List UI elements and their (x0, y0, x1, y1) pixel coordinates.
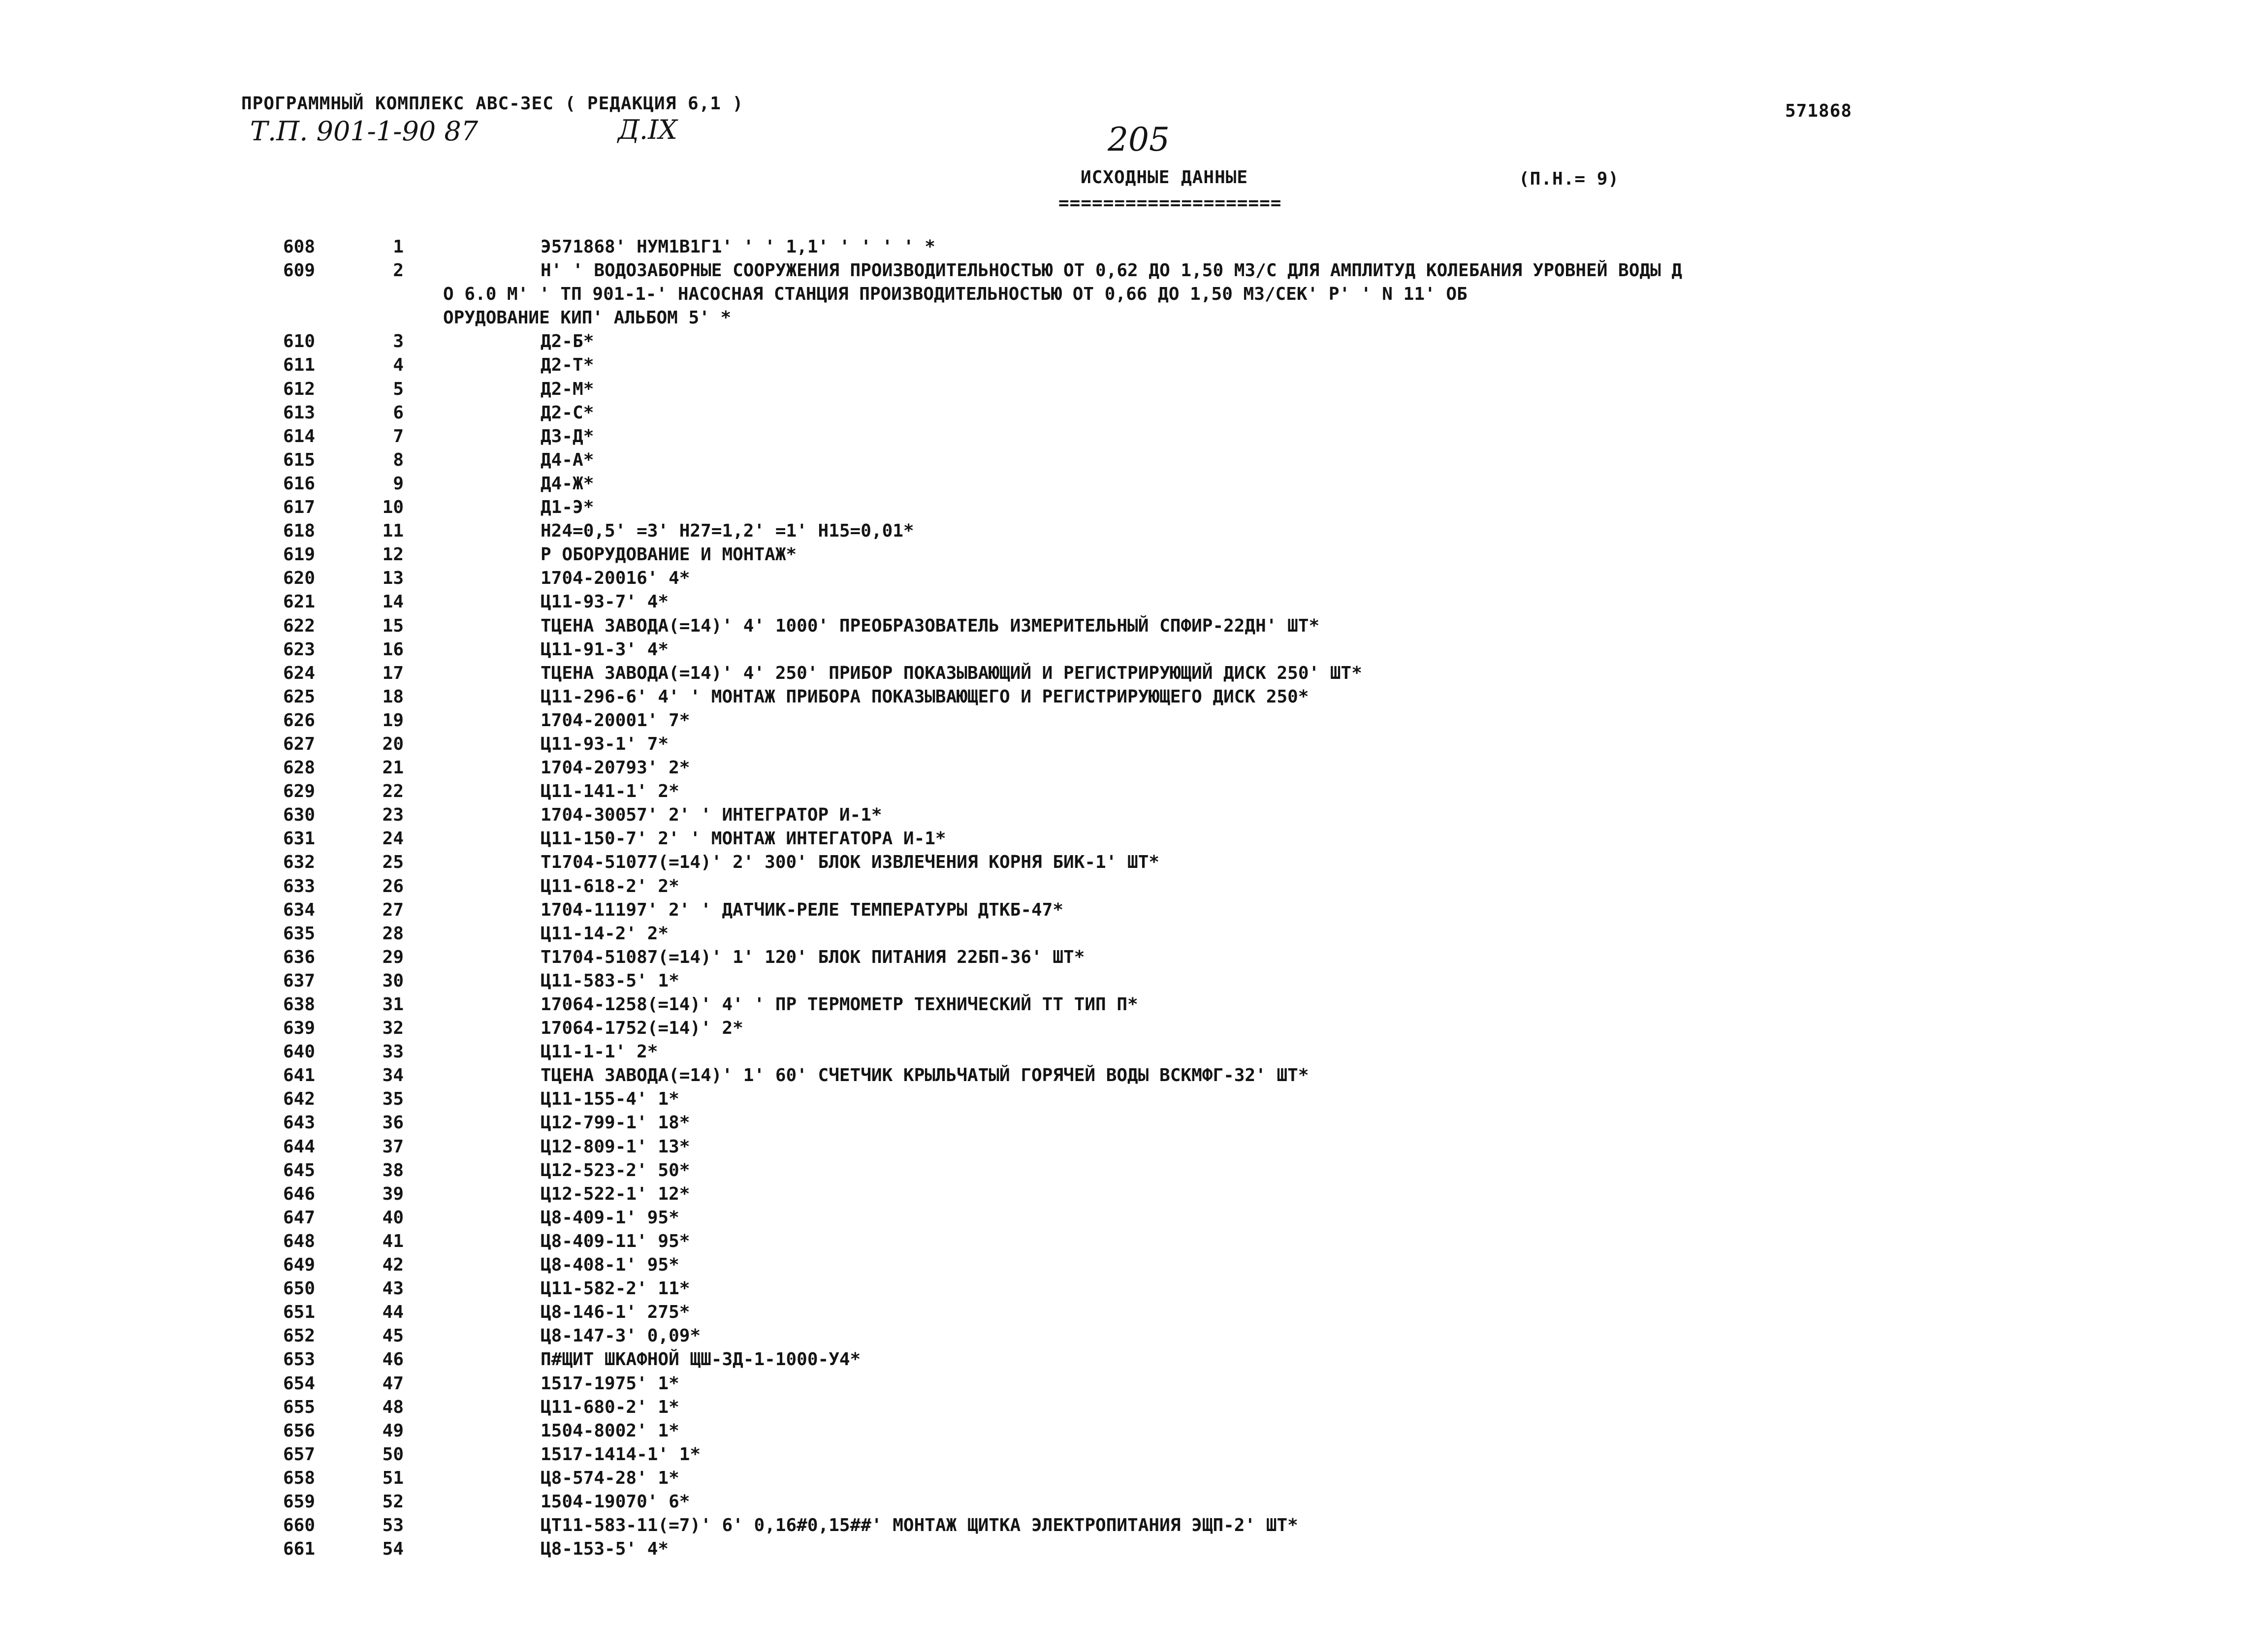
record-number: 28 (382, 923, 404, 944)
line-number: 646 (283, 1183, 316, 1204)
record-text-line: Ц11-582-2' 11* (541, 1278, 690, 1299)
record-text (541, 1467, 2183, 1490)
listing-row (283, 756, 2183, 780)
line-number: 639 (283, 1018, 316, 1039)
record-text (541, 1017, 2183, 1040)
record-text (541, 875, 2183, 898)
listing-row (283, 378, 2183, 401)
record-text (541, 851, 2183, 874)
record-text-line: Ц8-147-3' 0,09* (541, 1326, 701, 1346)
record-number: 5 (393, 379, 404, 399)
document-number: 571868 (1785, 101, 1852, 121)
record-text-line: Ц11-150-7' 2' ' МОНТАЖ ИНТЕГАТОРА И-1* (541, 829, 946, 849)
listing-row (283, 1514, 2183, 1537)
record-number: 51 (382, 1468, 404, 1488)
record-text (541, 756, 2183, 780)
record-text-line: Н24=0,5' =3' Н27=1,2' =1' Н15=0,01* (541, 521, 914, 542)
record-text (541, 1111, 2183, 1135)
listing-row (283, 1467, 2183, 1490)
record-text (541, 614, 2183, 638)
record-number: 23 (382, 805, 404, 826)
record-text (541, 1182, 2183, 1206)
record-text (541, 496, 2183, 519)
record-text-line: Ц11-93-1' 7* (541, 734, 669, 754)
record-text-line: Ц11-14-2' 2* (541, 923, 669, 944)
listing-row (283, 543, 2183, 567)
listing-row (283, 259, 2183, 283)
record-text (541, 1064, 2183, 1087)
record-text (541, 1159, 2183, 1182)
record-text-line: Т1704-51077(=14)' 2' 300' БЛОК ИЗВЛЕЧЕНИЯ КОРНЯ БИК-1' ШТ* (541, 852, 1160, 873)
record-text (541, 1324, 2183, 1348)
record-text-line: Ц8-409-1' 95* (541, 1207, 679, 1228)
listing-row (283, 1490, 2183, 1514)
record-text (541, 733, 2183, 756)
line-number: 658 (283, 1468, 316, 1488)
listing-row (283, 567, 2183, 590)
record-text-line: Ц11-296-6' 4' ' МОНТАЖ ПРИБОРА ПОКАЗЫВАЮЩЕГО И РЕГИСТРИРУЮЩЕГО ДИСК 250* (541, 686, 1309, 707)
record-text (541, 353, 2183, 377)
record-text (541, 780, 2183, 803)
line-number: 634 (283, 899, 316, 920)
record-text-line: ТЦЕНА ЗАВОДА(=14)' 4' 1000' ПРЕОБРАЗОВАТЕЛЬ ИЗМЕРИТЕЛЬНЫЙ СПФИР-22ДН' ШТ* (541, 615, 1320, 636)
listing-row (283, 733, 2183, 756)
record-number: 31 (382, 994, 404, 1015)
record-text-line: Р ОБОРУДОВАНИЕ И МОНТАЖ* (541, 544, 797, 565)
line-number: 642 (283, 1089, 316, 1110)
record-text (541, 378, 2183, 401)
listing-row (283, 1040, 2183, 1064)
listing-row (283, 638, 2183, 662)
record-text (541, 425, 2183, 448)
record-number: 29 (382, 947, 404, 967)
listing-row (283, 803, 2183, 827)
line-number: 618 (283, 521, 316, 542)
record-text-line: Ц11-583-5' 1* (541, 970, 679, 991)
line-number: 626 (283, 710, 316, 731)
record-number: 41 (382, 1231, 404, 1251)
record-number: 39 (382, 1183, 404, 1204)
record-number: 42 (382, 1255, 404, 1276)
record-text (541, 1087, 2183, 1111)
record-text (541, 259, 2183, 283)
line-number: 622 (283, 615, 316, 636)
record-text-line: Ц11-93-7' 4* (541, 592, 669, 612)
listing-row (283, 922, 2183, 946)
record-text (541, 1419, 2183, 1443)
line-number: 627 (283, 734, 316, 754)
record-number: 48 (382, 1397, 404, 1417)
record-text-line: ТЦЕНА ЗАВОДА(=14)' 4' 250' ПРИБОР ПОКАЗЫВАЮЩИЙ И РЕГИСТРИРУЮЩИЙ ДИСК 250' ШТ* (541, 663, 1362, 683)
record-text (541, 1490, 2183, 1514)
record-text-line: Ц11-141-1' 2* (541, 781, 679, 802)
line-number: 656 (283, 1420, 316, 1441)
line-number: 625 (283, 686, 316, 707)
record-text (541, 235, 2183, 259)
record-number: 30 (382, 970, 404, 991)
record-number: 34 (382, 1065, 404, 1086)
record-text-line: Д1-Э* (541, 497, 594, 518)
listing-row (283, 1348, 2183, 1372)
record-number: 52 (382, 1491, 404, 1512)
record-text (541, 1537, 2183, 1561)
record-number: 50 (382, 1444, 404, 1465)
record-text-line: Ц8-146-1' 275* (541, 1302, 690, 1323)
line-number: 615 (283, 449, 316, 470)
record-text (541, 1396, 2183, 1419)
listing-row (283, 1135, 2183, 1159)
listing-row (283, 1017, 2183, 1040)
line-number: 660 (283, 1515, 316, 1536)
record-text-line: 1704-11197' 2' ' ДАТЧИК-РЕЛЕ ТЕМПЕРАТУРЫ ДТКБ-47* (541, 899, 1064, 920)
line-number: 619 (283, 544, 316, 565)
line-number: 632 (283, 852, 316, 873)
listing-row (283, 472, 2183, 496)
record-text (541, 946, 2183, 969)
record-text-line: 1504-8002' 1* (541, 1420, 679, 1441)
listing-row (283, 1253, 2183, 1277)
line-number: 613 (283, 402, 316, 423)
record-text-line: Н' ' ВОДОЗАБОРНЫЕ СООРУЖЕНИЯ ПРОИЗВОДИТЕЛЬНОСТЬЮ ОТ 0,62 ДО 1,50 М3/С ДЛЯ АМПЛИТУД КОЛЕБАНИЯ УРОВНЕЙ ВОДЫ Д (541, 260, 1683, 281)
line-number: 624 (283, 663, 316, 683)
record-text-line: Д2-Б* (541, 331, 594, 352)
listing-row (283, 875, 2183, 898)
record-text-line: 1704-20793' 2* (541, 758, 690, 778)
record-text-line: Ц11-155-4' 1* (541, 1089, 679, 1110)
record-text-line: 1704-20001' 7* (541, 710, 690, 731)
record-number: 4 (393, 355, 404, 376)
line-number: 647 (283, 1207, 316, 1228)
line-number: 657 (283, 1444, 316, 1465)
record-number: 47 (382, 1373, 404, 1394)
line-number: 659 (283, 1491, 316, 1512)
line-number: 609 (283, 260, 316, 281)
record-text (541, 803, 2183, 827)
record-number: 43 (382, 1278, 404, 1299)
line-number: 640 (283, 1042, 316, 1062)
section-underline: ==================== (1058, 193, 1282, 213)
line-number: 654 (283, 1373, 316, 1394)
record-number: 38 (382, 1160, 404, 1181)
listing-row (283, 1087, 2183, 1111)
line-number: 612 (283, 379, 316, 399)
record-text-line: Д2-С* (541, 402, 594, 423)
record-number: 36 (382, 1113, 404, 1133)
record-text (541, 567, 2183, 590)
line-number: 637 (283, 970, 316, 991)
record-text-line: Д4-А* (541, 449, 594, 470)
record-text (541, 1443, 2183, 1467)
record-text-line: 1704-30057' 2' ' ИНТЕГРАТОР И-1* (541, 805, 882, 826)
listing-row (283, 496, 2183, 519)
line-number: 655 (283, 1397, 316, 1417)
record-number: 49 (382, 1420, 404, 1441)
record-text-line: Ц12-523-2' 50* (541, 1160, 690, 1181)
record-number: 33 (382, 1042, 404, 1062)
record-number: 37 (382, 1136, 404, 1157)
record-number: 11 (382, 521, 404, 542)
record-text-line: Ц11-1-1' 2* (541, 1042, 658, 1062)
record-text-line: ЦТ11-583-11(=7)' 6' 0,16#0,15##' МОНТАЖ ЩИТКА ЭЛЕКТРОПИТАНИЯ ЭЩП-2' ШТ* (541, 1515, 1298, 1536)
line-number: 652 (283, 1326, 316, 1346)
handwritten-page-number: 205 (1108, 121, 1170, 159)
record-text (541, 827, 2183, 851)
listing-row (283, 1396, 2183, 1419)
listing-row (283, 1111, 2183, 1135)
record-text-line: Ц8-408-1' 95* (541, 1255, 679, 1276)
record-text-line: Ц12-809-1' 13* (541, 1136, 690, 1157)
line-number: 650 (283, 1278, 316, 1299)
listing-row (283, 590, 2183, 614)
record-number: 53 (382, 1515, 404, 1536)
listing-row (283, 946, 2183, 969)
record-text (541, 1253, 2183, 1277)
line-number: 611 (283, 355, 316, 376)
record-text (541, 685, 2183, 709)
listing-row (283, 353, 2183, 377)
listing-row (283, 1206, 2183, 1230)
record-number: 17 (382, 663, 404, 683)
listing-row (283, 614, 2183, 638)
record-text-line: Т1704-51087(=14)' 1' 120' БЛОК ПИТАНИЯ 22БП-36' ШТ* (541, 947, 1085, 967)
record-number: 7 (393, 426, 404, 447)
record-text (541, 969, 2183, 993)
listing-row (283, 709, 2183, 733)
record-text-line: Ц8-409-11' 95* (541, 1231, 690, 1251)
program-title: ПРОГРАММНЫЙ КОМПЛЕКС АВС-3ЕС ( РЕДАКЦИЯ 6,1 ) (241, 94, 744, 114)
listing-row (283, 1301, 2183, 1324)
listing-row (283, 1277, 2183, 1301)
record-number: 25 (382, 852, 404, 873)
handwritten-sheet-mark: Д.IX (618, 114, 677, 145)
record-text (541, 922, 2183, 946)
record-number: 3 (393, 331, 404, 352)
line-number: 661 (283, 1539, 316, 1560)
record-number: 1 (393, 237, 404, 257)
line-number: 629 (283, 781, 316, 802)
listing-row (283, 425, 2183, 448)
record-text (541, 1040, 2183, 1064)
listing-row (283, 448, 2183, 472)
line-number: 633 (283, 876, 316, 896)
line-number: 648 (283, 1231, 316, 1251)
record-text-line: 1504-19070' 6* (541, 1491, 690, 1512)
record-text-line: 1704-20016' 4* (541, 568, 690, 589)
record-number: 24 (382, 829, 404, 849)
record-number: 2 (393, 260, 404, 281)
record-text (541, 898, 2183, 922)
record-text-line: 1517-1414-1' 1* (541, 1444, 701, 1465)
line-number: 623 (283, 639, 316, 660)
record-text-line: Э571868' НУМ1В1Г1' ' ' 1,1' ' ' ' ' * (541, 237, 935, 257)
record-text-line: Д4-Ж* (541, 473, 594, 494)
line-number: 614 (283, 426, 316, 447)
record-number: 6 (393, 402, 404, 423)
record-number: 32 (382, 1018, 404, 1039)
listing-row (283, 1182, 2183, 1206)
record-text-line: Ц11-91-3' 4* (541, 639, 669, 660)
record-text-line: Д2-М* (541, 379, 594, 399)
record-number: 10 (382, 497, 404, 518)
line-number: 641 (283, 1065, 316, 1086)
listing-row (283, 1230, 2183, 1253)
record-number: 13 (382, 568, 404, 589)
record-number: 40 (382, 1207, 404, 1228)
line-number: 649 (283, 1255, 316, 1276)
listing-row (283, 851, 2183, 874)
record-text (541, 330, 2183, 353)
record-text (541, 448, 2183, 472)
line-number: 610 (283, 331, 316, 352)
record-text-line: Ц11-680-2' 1* (541, 1397, 679, 1417)
record-number: 27 (382, 899, 404, 920)
record-number: 15 (382, 615, 404, 636)
listing-row (283, 1159, 2183, 1182)
record-text-line: Ц8-153-5' 4* (541, 1539, 669, 1560)
record-text (541, 1277, 2183, 1301)
record-text-line: ТЦЕНА ЗАВОДА(=14)' 1' 60' СЧЕТЧИК КРЫЛЬЧАТЫЙ ГОРЯЧЕЙ ВОДЫ ВСКМФГ-32' ШТ* (541, 1065, 1309, 1086)
listing-row (283, 1324, 2183, 1348)
record-text (541, 1301, 2183, 1324)
record-text (541, 590, 2183, 614)
record-number: 14 (382, 592, 404, 612)
handwritten-project-code: Т.П. 901-1-90 87 (250, 116, 479, 147)
record-text-line: Д3-Д* (541, 426, 594, 447)
line-number: 643 (283, 1113, 316, 1133)
record-number: 45 (382, 1326, 404, 1346)
record-text (541, 543, 2183, 567)
line-number: 645 (283, 1160, 316, 1181)
record-text-line: Ц11-618-2' 2* (541, 876, 679, 896)
record-number: 26 (382, 876, 404, 896)
listing-row (283, 1443, 2183, 1467)
line-number: 616 (283, 473, 316, 494)
listing-row (283, 1064, 2183, 1087)
record-number: 35 (382, 1089, 404, 1110)
line-number: 628 (283, 758, 316, 778)
record-number: 12 (382, 544, 404, 565)
line-number: 608 (283, 237, 316, 257)
listing-row (283, 1537, 2183, 1561)
record-text (541, 519, 2183, 543)
record-number: 16 (382, 639, 404, 660)
record-number: 21 (382, 758, 404, 778)
listing-row (283, 827, 2183, 851)
record-text (541, 1206, 2183, 1230)
record-text-line: 17064-1258(=14)' 4' ' ПР ТЕРМОМЕТР ТЕХНИЧЕСКИЙ ТТ ТИП П* (541, 994, 1138, 1015)
line-number: 617 (283, 497, 316, 518)
line-number: 635 (283, 923, 316, 944)
line-number: 621 (283, 592, 316, 612)
listing-row (283, 993, 2183, 1017)
record-text (541, 1230, 2183, 1253)
record-number: 22 (382, 781, 404, 802)
record-number: 54 (382, 1539, 404, 1560)
record-text (541, 1372, 2183, 1396)
record-text (541, 662, 2183, 685)
record-text-line: 17064-1752(=14)' 2* (541, 1018, 743, 1039)
record-text-line: Ц12-799-1' 18* (541, 1113, 690, 1133)
section-title: ИСХОДНЫЕ ДАННЫЕ (1081, 167, 1248, 188)
record-number: 9 (393, 473, 404, 494)
record-number: 20 (382, 734, 404, 754)
listing-row (283, 780, 2183, 803)
record-text-line: Д2-Т* (541, 355, 594, 376)
listing-row (283, 662, 2183, 685)
listing-row (283, 401, 2183, 425)
line-number: 651 (283, 1302, 316, 1323)
record-continuation-line: О 6.0 М' ' ТП 901-1-' НАСОСНАЯ СТАНЦИЯ ПРОИЗВОДИТЕЛЬНОСТЬЮ ОТ 0,66 ДО 1,50 М3/СЕК' Р' ' N 11' ОБ (443, 284, 1468, 305)
record-text (541, 472, 2183, 496)
section-params: (П.Н.= 9) (1519, 169, 1620, 189)
record-number: 46 (382, 1349, 404, 1370)
listing-row (283, 685, 2183, 709)
listing-row (283, 519, 2183, 543)
record-number: 44 (382, 1302, 404, 1323)
listing-row (283, 330, 2183, 353)
listing-row (283, 1419, 2183, 1443)
listing-row (283, 969, 2183, 993)
record-text-line: Ц8-574-28' 1* (541, 1468, 679, 1488)
data-listing (283, 235, 2183, 1561)
record-number: 18 (382, 686, 404, 707)
record-number: 19 (382, 710, 404, 731)
record-text (541, 401, 2183, 425)
line-number: 653 (283, 1349, 316, 1370)
listing-row (283, 1372, 2183, 1396)
line-number: 644 (283, 1136, 316, 1157)
record-text (541, 709, 2183, 733)
record-text-line: Ц12-522-1' 12* (541, 1183, 690, 1204)
record-text (541, 1348, 2183, 1372)
listing-row (283, 235, 2183, 259)
line-number: 620 (283, 568, 316, 589)
record-text (541, 638, 2183, 662)
line-number: 636 (283, 947, 316, 967)
listing-row (283, 898, 2183, 922)
record-text (541, 1514, 2183, 1537)
record-text-line: 1517-1975' 1* (541, 1373, 679, 1394)
line-number: 630 (283, 805, 316, 826)
record-number: 8 (393, 449, 404, 470)
record-text (541, 993, 2183, 1017)
record-continuation-line: ОРУДОВАНИЕ КИП' АЛЬБОМ 5' * (443, 308, 732, 328)
line-number: 631 (283, 829, 316, 849)
record-text-line: П#ЩИТ ШКАФНОЙ ЩШ-3Д-1-1000-У4* (541, 1349, 861, 1370)
line-number: 638 (283, 994, 316, 1015)
record-text (541, 1135, 2183, 1159)
